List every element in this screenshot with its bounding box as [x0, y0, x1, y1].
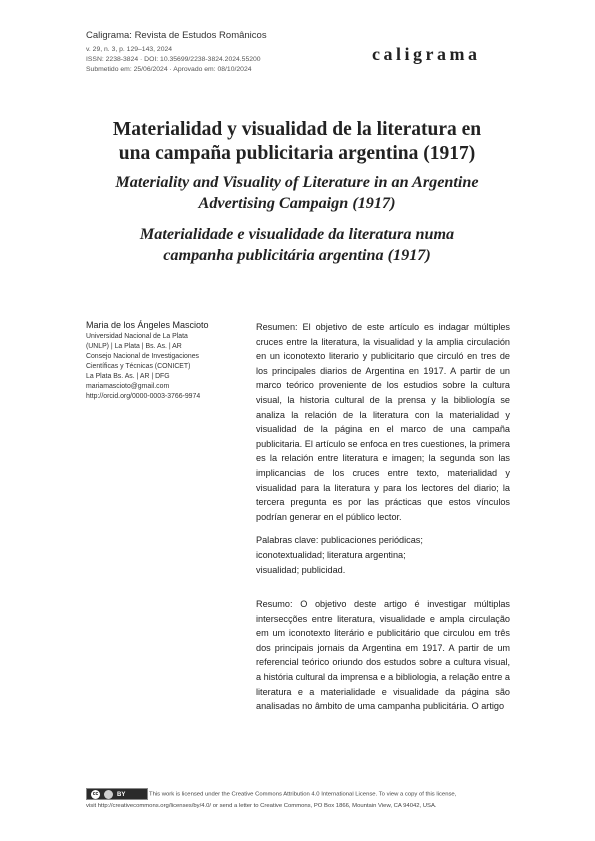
affiliation-line: Científicas y Técnicas (CONICET): [86, 363, 191, 370]
license-footer: [86, 788, 526, 812]
title-spanish-line1: Materialidad y visualidad de la literatura en: [112, 119, 482, 140]
cc-icon: cc: [92, 791, 99, 797]
title-portuguese-line2: campanha publicitária argentina (1917): [163, 246, 431, 264]
by-label: BY: [117, 792, 126, 798]
license-text-line2: visit http://creativecommons.org/licenses/by/4.0/ or send a letter to Creative Commons, PO Box 1866, Mountain View, CA 94042, USA.: [86, 802, 437, 809]
title-spanish-line2: una campaña publicitaria argentina (1917): [118, 143, 476, 164]
abstract-column: [256, 320, 510, 714]
issn-doi-line: ISSN: 2238-3824 · DOI: 10.35699/2238-3824.2024.55200: [86, 56, 261, 63]
attribution-person-icon: [104, 790, 113, 799]
title-portuguese-line1: Materialidade e visualidade da literatura numa: [139, 225, 455, 243]
keywords-paragraph: [256, 533, 510, 577]
title-english-line1: Materiality and Visuality of Literature in an Argentine: [115, 173, 479, 191]
resumen-text: El objetivo de este artículo es indagar múltiples cruces entre la literatura, la visualidad y la amplia circulación en un iconotexto literario y publicitario que circuló en tres de los principales diarios de Argentina en 1917. A partir de un marco teórico proveniente de los estudios sobre la cultura visual, la historia cultural de la prensa y la bibliología se analiza la relación de la literatura con la materialidad y visualidad de la página en el marco de una campaña publicitaria. El artículo se enfoca en tres cuestiones, la primera es la relación entre literatura e imagen; la segunda son las implicancias de los cruces entre texto, materialidad y visualidad para la literatura y para los lectores del diario; la tercera pregunta es por las prácticas que estos vínculos podrían generar en el público lector.: [256, 322, 510, 522]
affiliation-line: La Plata Bs. As. | AR | DFG: [86, 373, 170, 380]
resumo-label: Resumo:: [256, 599, 293, 610]
author-orcid-link[interactable]: http://orcid.org/0000-0003-3766-9974: [86, 393, 201, 400]
keywords-line3: visualidad; publicidad.: [256, 564, 346, 575]
resumo-paragraph: [256, 597, 510, 714]
journal-logo: caligrama: [372, 44, 481, 64]
affiliation-line: Universidad Nacional de La Plata: [86, 333, 188, 340]
title-block: [86, 118, 508, 266]
affiliation-line: (UNLP) | La Plata | Bs. As. | AR: [86, 343, 182, 350]
title-portuguese: [86, 224, 508, 266]
affiliation-line: Consejo Nacional de Investigaciones: [86, 353, 199, 360]
volume-line: v. 29, n. 3, p. 129–143, 2024: [86, 46, 173, 53]
author-name: Maria de los Ángeles Mascioto: [86, 320, 209, 330]
journal-name: Caligrama: Revista de Estudos Românicos: [86, 30, 267, 41]
license-text-line1: This work is licensed under the Creative Commons Attribution 4.0 International License. To view a copy of this license,: [149, 791, 457, 798]
author-block: [86, 320, 256, 402]
resumen-paragraph: [256, 320, 510, 524]
resumo-text: O objetivo deste artigo é investigar múltiplas intersecções entre literatura, visualidade e ampla circulação em um iconotexto literário e publicitário que circulou em três dos principais jornais da Argentina em 1917. A partir de um referencial teórico oriundo dos estudos sobre a cultura visual, a história cultural da imprensa e a bibliologia, a relação entre a literatura e a materialidade e visualidade da página são analisadas no âmbito de uma campanha publicitária. O artigo: [256, 599, 510, 712]
journal-metadata: [86, 30, 346, 75]
cc-by-badge[interactable]: [86, 788, 148, 800]
submission-dates-line: Submetido em: 25/06/2024 · Aprovado em: 08/10/2024: [86, 66, 252, 73]
resumen-label: Resumen:: [256, 322, 298, 332]
title-english: [86, 172, 508, 214]
keywords-line1: publicaciones periódicas;: [320, 535, 423, 546]
title-spanish: [86, 118, 508, 166]
keywords-line2: iconotextualidad; literatura argentina;: [256, 549, 406, 560]
title-english-line2: Advertising Campaign (1917): [198, 194, 396, 212]
keywords-label: Palabras clave:: [256, 535, 319, 546]
author-email[interactable]: mariamascioto@gmail.com: [86, 383, 170, 390]
